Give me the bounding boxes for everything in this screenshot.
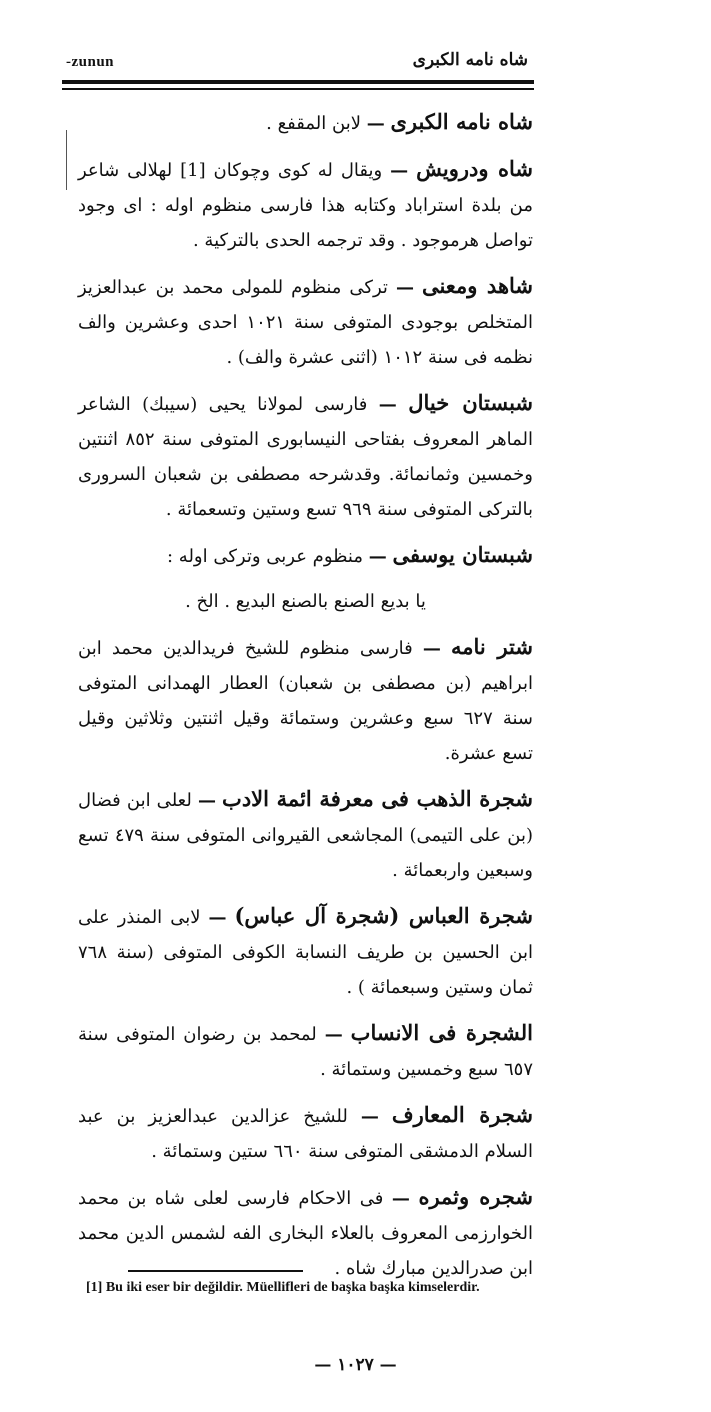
entry-separator: — [395,277,414,298]
entry-text: فارسى منظوم للشيخ فريدالدين محمد ابن ابراهيم (بن مصطفى بن شعبان) العطار الهمدانى المتوفى سنة ٦٢٧ سبع وعشرين وستمائة وقيل اثنتين وثلاثين وقيل تسع عشرة. [78,638,533,764]
entry-separator: — [368,546,387,567]
entry [78,537,533,574]
entry [78,1015,533,1087]
entry-separator: — [208,907,227,928]
entry-title: شجرة المعارف [391,1102,533,1127]
entry-text: منظوم عربى وتركى اوله : [167,546,363,567]
verse-line: يا بديع الصنع بالصنع البديع . الخ . [185,591,426,612]
header-left: -zunun [66,54,115,70]
entry-text: لابن المقفع . [266,113,361,134]
header-rule-thin [62,88,534,90]
entry [78,268,533,375]
entry-text: فى الاحكام فارسى لعلى شاه بن محمد الخوارزمى المعروف بالعلاء البخارى الفه لشمس الدين محمد ابن صدرالدين مبارك شاه . [78,1188,533,1279]
page-number: — ١٠٢٧ — [314,1355,397,1375]
margin-mark [66,130,67,190]
entry-separator: — [366,113,385,134]
entry-separator: — [391,1188,410,1209]
page-body [78,104,533,1296]
entry-separator: — [390,160,409,181]
entry-separator: — [197,790,216,811]
entry-text: لعلى ابن فضال (بن على التيمى) المجاشعى القيروانى المتوفى سنة ٤٧٩ تسع وسبعين واربعمائة . [78,790,533,881]
entry-separator: — [360,1106,379,1127]
entry-title: شاهد ومعنى [421,273,534,298]
entry [78,629,533,771]
entry-separator: — [422,638,441,659]
entry-title: شتر نامه [451,634,533,659]
footnote-rule [128,1270,303,1272]
entry [78,898,533,1005]
entry-text: للشيخ عزالدين عبدالعزيز بن عبد السلام الدمشقى المتوفى سنة ٦٦٠ ستين وستمائة . [78,1106,533,1162]
entry-title: شجره وثمره [418,1184,533,1209]
entry-title: شبستان يوسفى [392,542,533,567]
entry-title: شاه ودرويش [416,156,533,181]
entry [78,781,533,888]
entry-title: شجرة العباس (شجرة آل عباس) [234,903,533,928]
entry [78,151,533,258]
entry-title: شاه نامه الكبرى [390,109,533,134]
footnote: [1] Bu iki eser bir değildir. Müellifleri de başka başka kimselerdir. [86,1280,480,1295]
entry-title: شبستان خيال [408,390,534,415]
entry-text: فارسى لمولانا يحيى (سيبك) الشاعر الماهر المعروف بفتاحى النيسابورى المتوفى سنة ٨٥٢ اثنتين وخمسين وثمانمائة. وقدشرحه مصطفى بن شعبان السرورى بالتركى المتوفى سنة ٩٦٩ تسع وستين وتسعمائة . [78,394,533,520]
entry [78,1097,533,1169]
entry-text: لابى المنذر على ابن الحسين بن طريف النسابة الكوفى المتوفى (سنة ٧٦٨ ثمان وستين وسبعمائة ) . [78,907,533,998]
entry-text: تركى منظوم للمولى محمد بن عبدالعزيز المتخلص بوجودى المتوفى سنة ١٠٢١ احدى وعشرين والف نظمه فى سنة ١٠١٢ (اثنى عشرة والف) . [78,277,533,368]
entry [78,104,533,141]
entry-text: لمحمد بن رضوان المتوفى سنة ٦٥٧ سبع وخمسين وستمائة . [78,1024,533,1080]
header-right: شاه نامه الكبرى [412,50,528,70]
entry-title: شجرة الذهب فى معرفة ائمة الادب [222,786,533,811]
entry-text: ويقال له كوى وچوكان [1] لهلالى شاعر من بلدة استراباد وكتابه هذا فارسى منظوم اوله : اى وجود تواصل هرموجود . وقد ترجمه الحدى بالتركية . [78,160,533,251]
entry-separator: — [324,1024,343,1045]
entry-separator: — [378,394,397,415]
entry-title: الشجرة فى الانساب [350,1020,533,1045]
entry [78,385,533,527]
header-rule-thick [62,80,534,84]
